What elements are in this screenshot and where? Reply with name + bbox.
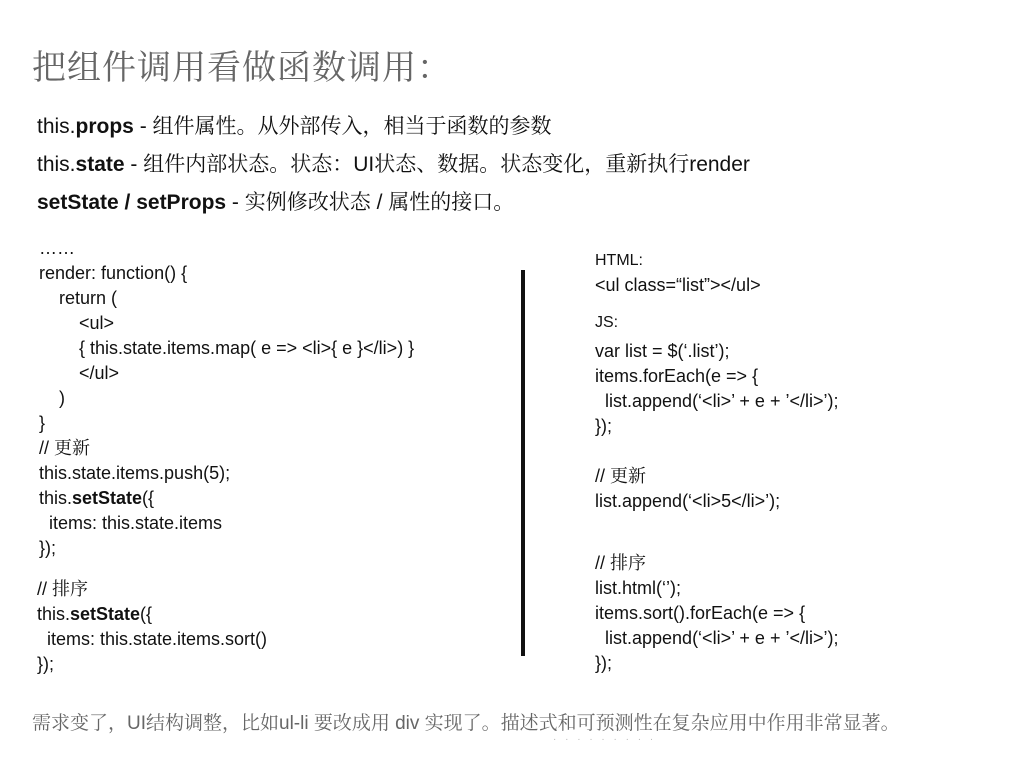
code-comment: // 排序: [37, 579, 89, 599]
bullet-state-key: state: [75, 153, 125, 176]
code-line: ): [39, 388, 65, 408]
code-comment: // 排序: [595, 553, 647, 573]
column-divider: [521, 270, 525, 656]
html-code: <ul class=“list”></ul>: [595, 275, 761, 295]
js-code: [595, 339, 838, 439]
footer-dots: · · · · · · · · ·: [553, 734, 657, 745]
code-suffix: ({: [142, 488, 155, 508]
code-line: [39, 486, 230, 511]
left-render-code: [39, 236, 414, 436]
bullet-props-prefix: this.: [37, 115, 76, 138]
code-line: items.sort().forEach(e => {: [595, 603, 806, 623]
bullet-props-text: - 组件属性。从外部传入，相当于函数的参数: [133, 115, 552, 138]
code-setstate-keyword: setState: [72, 488, 143, 508]
code-suffix: ({: [140, 604, 153, 624]
bullet-setstate-text: - 实例修改状态 / 属性的接口。: [226, 191, 515, 214]
right-sort-code: [595, 551, 838, 676]
js-label: JS:: [595, 314, 619, 331]
code-line: });: [37, 654, 55, 674]
code-line: items.forEach(e => {: [595, 366, 759, 386]
code-line: this.state.items.push(5);: [39, 463, 231, 483]
left-update-code: [39, 436, 230, 561]
code-line: list.html(‘’);: [595, 578, 681, 598]
code-comment: // 更新: [595, 466, 647, 486]
code-comment: // 更新: [39, 438, 91, 458]
code-line: { this.state.items.map( e => <li>{ e }</li>) }: [39, 338, 415, 358]
bullet-state-text: - 组件内部状态。状态：UI状态、数据。状态变化，重新执行render: [124, 153, 750, 176]
code-line: items: this.state.items: [39, 513, 223, 533]
code-line: var list = $(‘.list’);: [595, 341, 730, 361]
code-line: }: [39, 413, 46, 433]
slide-title: 把组件调用看做函数调用：: [32, 49, 452, 87]
bullet-state-prefix: this.: [37, 153, 76, 176]
html-label: HTML:: [595, 252, 643, 269]
bullet-setstate-key: setState / setProps: [37, 191, 227, 214]
code-line: list.append(‘<li>’ + e + ’</li>’);: [595, 391, 839, 411]
code-setstate-keyword: setState: [70, 604, 141, 624]
left-sort-code: [37, 577, 267, 677]
code-line: <ul>: [39, 313, 115, 333]
bullet-setstate: [37, 186, 514, 216]
right-update-code: [595, 464, 780, 514]
code-line: </ul>: [39, 363, 120, 383]
code-prefix: this.: [39, 488, 73, 508]
code-line: });: [595, 416, 613, 436]
code-line: render: function() {: [39, 263, 188, 283]
bullet-state: [37, 148, 750, 178]
code-line: items: this.state.items.sort(): [37, 629, 268, 649]
code-line: });: [595, 653, 613, 673]
bullet-props: [37, 110, 552, 140]
code-prefix: this.: [37, 604, 71, 624]
code-line: return (: [39, 288, 118, 308]
bullet-props-key: props: [75, 115, 134, 138]
code-line: list.append(‘<li>’ + e + ’</li>’);: [595, 628, 839, 648]
code-line: ……: [39, 238, 75, 258]
footer-note: 需求变了，UI结构调整，比如ul-li 要改成用 div 实现了。描述式和可预测性在复杂应用中作用非常显著。: [32, 713, 900, 734]
code-line: });: [39, 538, 57, 558]
code-line: [37, 602, 267, 627]
code-line: list.append(‘<li>5</li>’);: [595, 491, 781, 511]
